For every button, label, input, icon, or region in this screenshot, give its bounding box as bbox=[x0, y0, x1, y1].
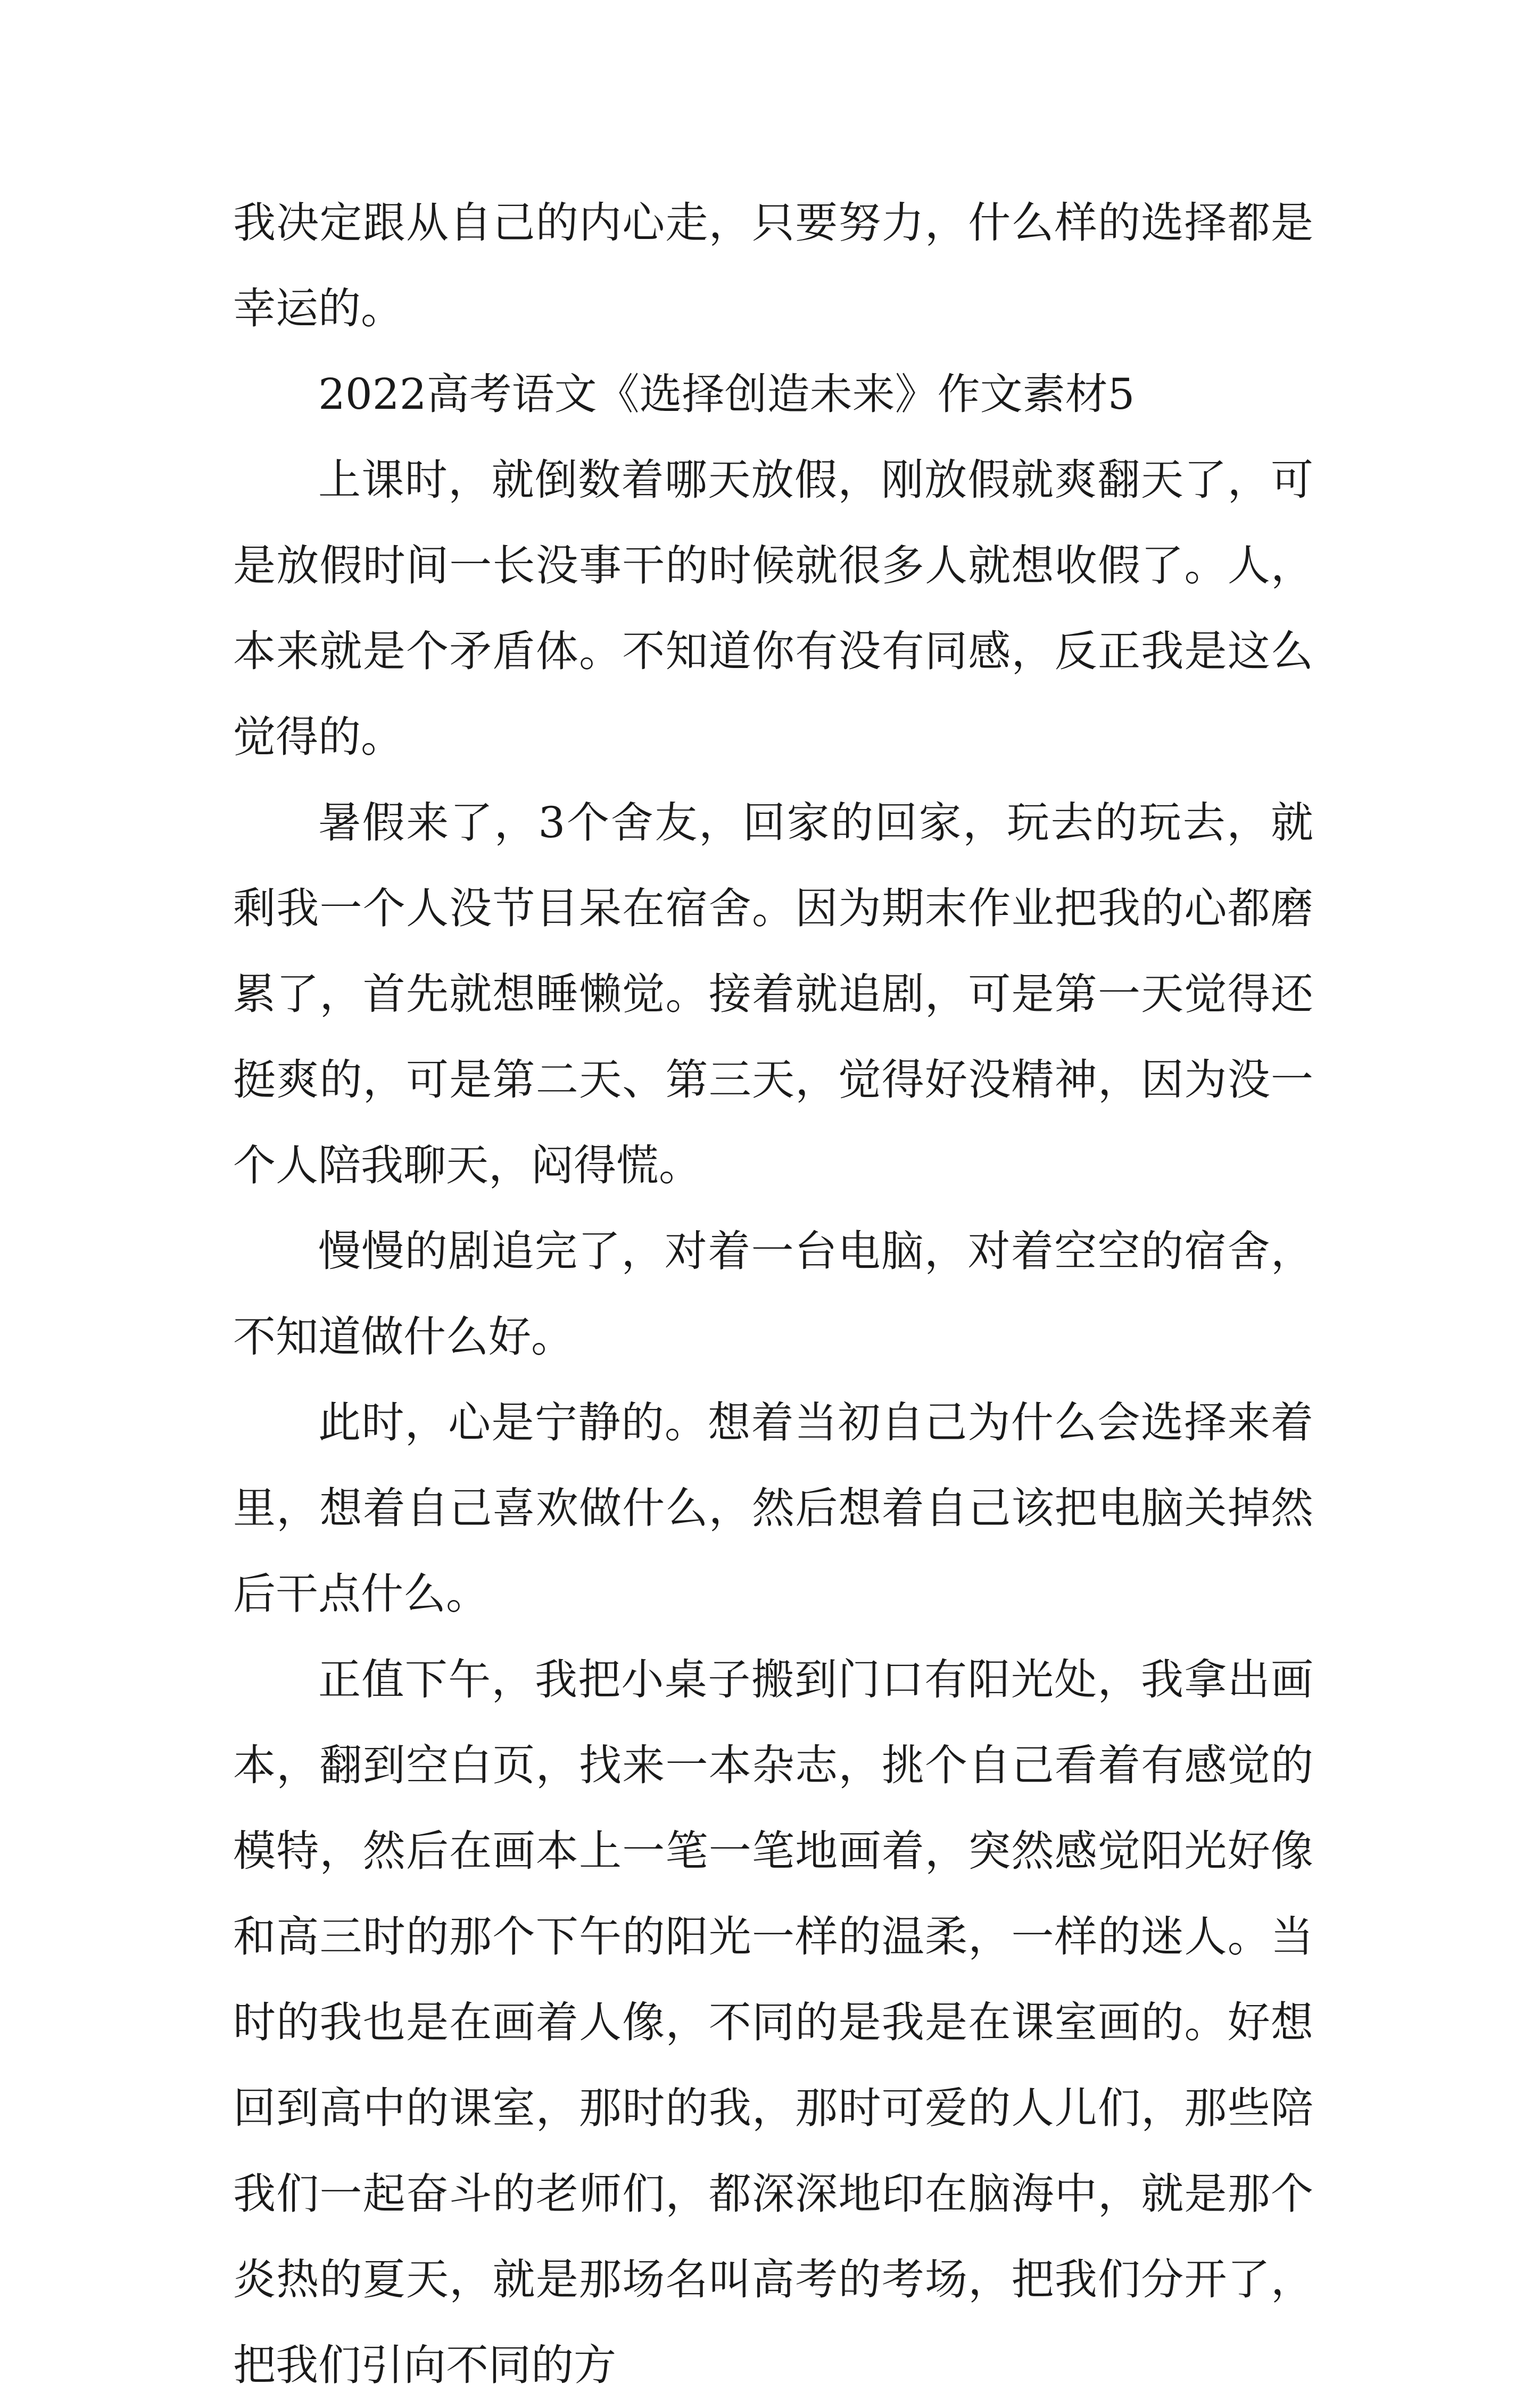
paragraph-5: 此时，心是宁静的。想着当初自己为什么会选择来着里，想着自己喜欢做什么，然后想着自己该把电脑关掉然后干点什么。 bbox=[233, 1398, 1313, 1619]
paragraph-1: 我决定跟从自己的内心走，只要努力，什么样的选择都是幸运的。 bbox=[233, 198, 1313, 333]
paragraph-4: 慢慢的剧追完了，对着一台电脑，对着空空的宿舍，不知道做什么好。 bbox=[233, 1226, 1313, 1362]
document-body bbox=[233, 180, 1313, 2408]
paragraph-6: 正值下午，我把小桌子搬到门口有阳光处，我拿出画本，翻到空白页，找来一本杂志，挑个自己看着有感觉的模特，然后在画本上一笔一笔地画着，突然感觉阳光好像和高三时的那个下午的阳光一样的温柔，一样的迷人。当时的我也是在画着人像，不同的是我是在课室画的。好想回到高中的课室，那时的我，那时可爱的人儿们，那些陪我们一起奋斗的老师们，都深深地印在脑海中，就是那个炎热的夏天，就是那场名叫高考的考场，把我们分开了，把我们引向不同的方 bbox=[233, 1655, 1313, 2390]
paragraph-2: 上课时，就倒数着哪天放假，刚放假就爽翻天了，可是放假时间一长没事干的时候就很多人就想收假了。人，本来就是个矛盾体。不知道你有没有同感，反正我是这么觉得的。 bbox=[233, 455, 1313, 762]
paragraph-3: 暑假来了，3个舍友，回家的回家，玩去的玩去，就剩我一个人没节目呆在宿舍。因为期末作业把我的心都磨累了，首先就想睡懒觉。接着就追剧，可是第一天觉得还挺爽的，可是第二天、第三天，觉得好没精神，因为没一个人陪我聊天，闷得慌。 bbox=[233, 798, 1313, 1190]
section-heading: 2022高考语文《选择创造未来》作文素材5 bbox=[318, 369, 1135, 419]
